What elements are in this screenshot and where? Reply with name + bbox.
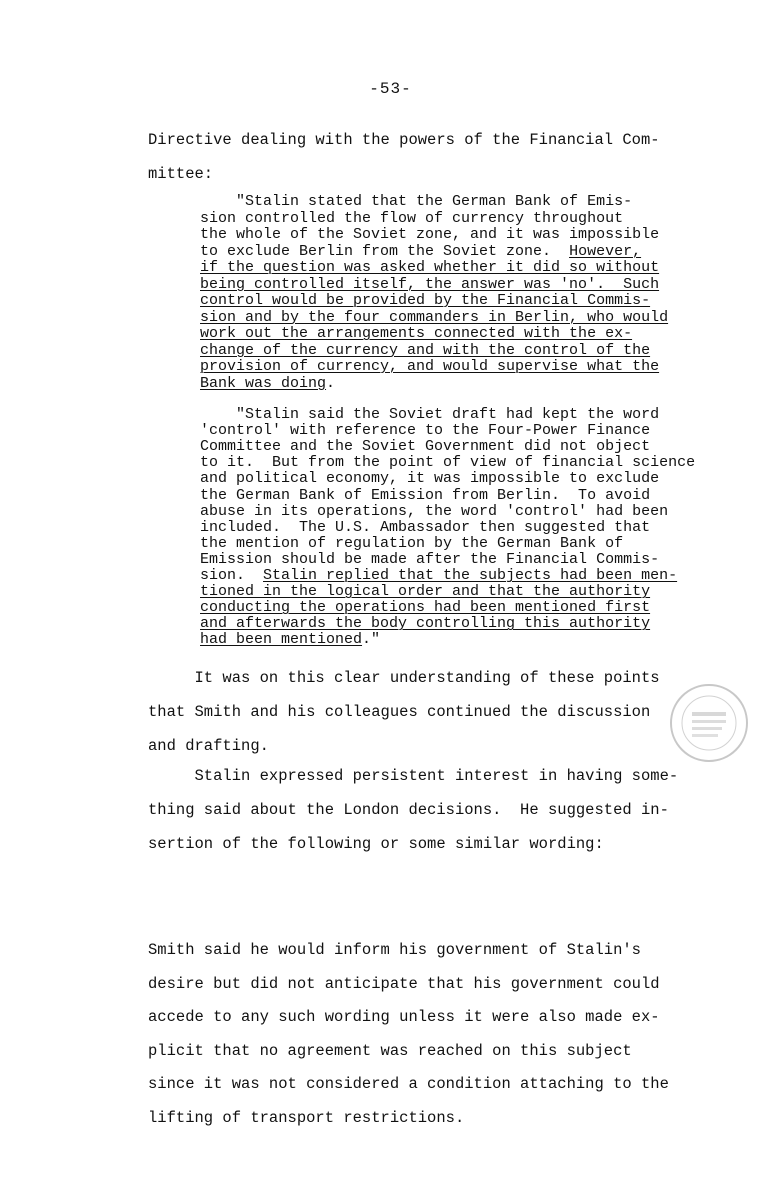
quote-line bbox=[200, 583, 650, 600]
quote-text: sion. bbox=[200, 567, 264, 584]
quote-text: Emission should be made after the Financial Commis- bbox=[200, 550, 660, 568]
quote-line bbox=[200, 519, 650, 536]
quote-line bbox=[200, 342, 650, 359]
paragraph-line: Directive dealing with the powers of the Financial Com- bbox=[148, 131, 660, 149]
quote-line bbox=[200, 193, 632, 210]
quote-text: to exclude Berlin from the Soviet zone. bbox=[200, 242, 570, 260]
archive-stamp bbox=[668, 682, 750, 764]
underlined-text: provision of currency, and would supervise what the bbox=[200, 358, 660, 375]
paragraph-line: sertion of the following or some similar wording: bbox=[148, 835, 604, 853]
underlined-text: if the question was asked whether it did so without bbox=[200, 259, 660, 276]
quote-line bbox=[200, 259, 659, 276]
page-number: -53- bbox=[369, 80, 412, 98]
paragraph-line: and drafting. bbox=[148, 737, 269, 755]
quote-line bbox=[200, 615, 650, 632]
paragraph-line: accede to any such wording unless it were also made ex- bbox=[148, 1008, 660, 1026]
quote-text: abuse in its operations, the word 'control' had been bbox=[200, 502, 669, 520]
quote-line bbox=[200, 487, 650, 504]
quote-text: . bbox=[326, 374, 336, 392]
paragraph-line: mittee: bbox=[148, 165, 214, 183]
quote-text: "Stalin said the Soviet draft had kept the word bbox=[200, 406, 660, 423]
underlined-text: Stalin replied that the subjects had been men- bbox=[263, 567, 678, 584]
quote-line bbox=[200, 226, 659, 243]
quote-line bbox=[200, 438, 650, 455]
paragraph-line: thing said about the London decisions. He suggested in- bbox=[148, 801, 669, 819]
quote-line bbox=[200, 292, 650, 309]
paragraph-line: since it was not considered a condition attaching to the bbox=[148, 1075, 669, 1093]
paragraph-line: desire but did not anticipate that his government could bbox=[148, 974, 660, 993]
quote-line bbox=[200, 309, 668, 326]
underlined-text: sion and by the four commanders in Berlin, who would bbox=[200, 308, 669, 326]
quote-text: Committee and the Soviet Government did not object bbox=[200, 438, 651, 456]
quote-text: included. The U.S. Ambassador then suggested that bbox=[200, 518, 651, 536]
quote-line bbox=[200, 631, 380, 648]
quote-line bbox=[200, 567, 677, 584]
quote-line bbox=[200, 470, 659, 487]
quote-line bbox=[200, 535, 623, 552]
underlined-text: control would be provided by the Financial Commis- bbox=[200, 292, 651, 309]
underlined-text: change of the currency and with the control of the bbox=[200, 341, 651, 359]
quote-text: sion controlled the flow of currency throughout bbox=[200, 209, 624, 227]
quote-line bbox=[200, 276, 659, 293]
underlined-text: and afterwards the body controlling this authority bbox=[200, 615, 651, 633]
paragraph-line: Smith said he would inform his government of Stalin's bbox=[148, 941, 641, 959]
quote-text: and political economy, it was impossible to exclude bbox=[200, 470, 660, 488]
quote-line bbox=[200, 243, 641, 260]
quote-line bbox=[200, 454, 695, 471]
quote-text: the German Bank of Emission from Berlin. To avoid bbox=[200, 486, 651, 504]
quote-line bbox=[200, 210, 623, 227]
quote-line bbox=[200, 599, 650, 616]
underlined-text: had been mentioned bbox=[200, 631, 363, 649]
quote-line bbox=[200, 422, 650, 439]
quote-line bbox=[200, 503, 668, 520]
quote-text: to it. But from the point of view of financial science bbox=[200, 454, 696, 472]
underlined-text: conducting the operations had been mentioned first bbox=[200, 599, 651, 617]
quote-line bbox=[200, 325, 632, 342]
quote-line bbox=[200, 551, 659, 568]
quote-line bbox=[200, 406, 659, 423]
paragraph-line: Stalin expressed persistent interest in having some- bbox=[148, 767, 679, 785]
paragraph-line: It was on this clear understanding of these points bbox=[148, 669, 660, 687]
paragraph-line: that Smith and his colleagues continued the discussion bbox=[148, 703, 651, 721]
quote-text: the whole of the Soviet zone, and it was impossible bbox=[200, 226, 660, 243]
quote-text: 'control' with reference to the Four-Power Finance bbox=[200, 422, 651, 440]
underlined-text: However, bbox=[569, 242, 642, 260]
quote-text: ." bbox=[362, 631, 381, 649]
paragraph-line: plicit that no agreement was reached on this subject bbox=[148, 1041, 632, 1060]
paragraph-line: lifting of transport restrictions. bbox=[148, 1108, 465, 1127]
underlined-text: work out the arrangements connected with the ex- bbox=[200, 325, 633, 342]
quote-line bbox=[200, 358, 659, 375]
underlined-text: tioned in the logical order and that the authority bbox=[200, 583, 651, 601]
quote-text: "Stalin stated that the German Bank of Emis- bbox=[200, 193, 633, 210]
quote-text: the mention of regulation by the German Bank of bbox=[200, 534, 624, 552]
quote-line bbox=[200, 375, 335, 392]
underlined-text: being controlled itself, the answer was 'no'. Such bbox=[200, 275, 660, 293]
underlined-text: Bank was doing bbox=[200, 374, 327, 392]
